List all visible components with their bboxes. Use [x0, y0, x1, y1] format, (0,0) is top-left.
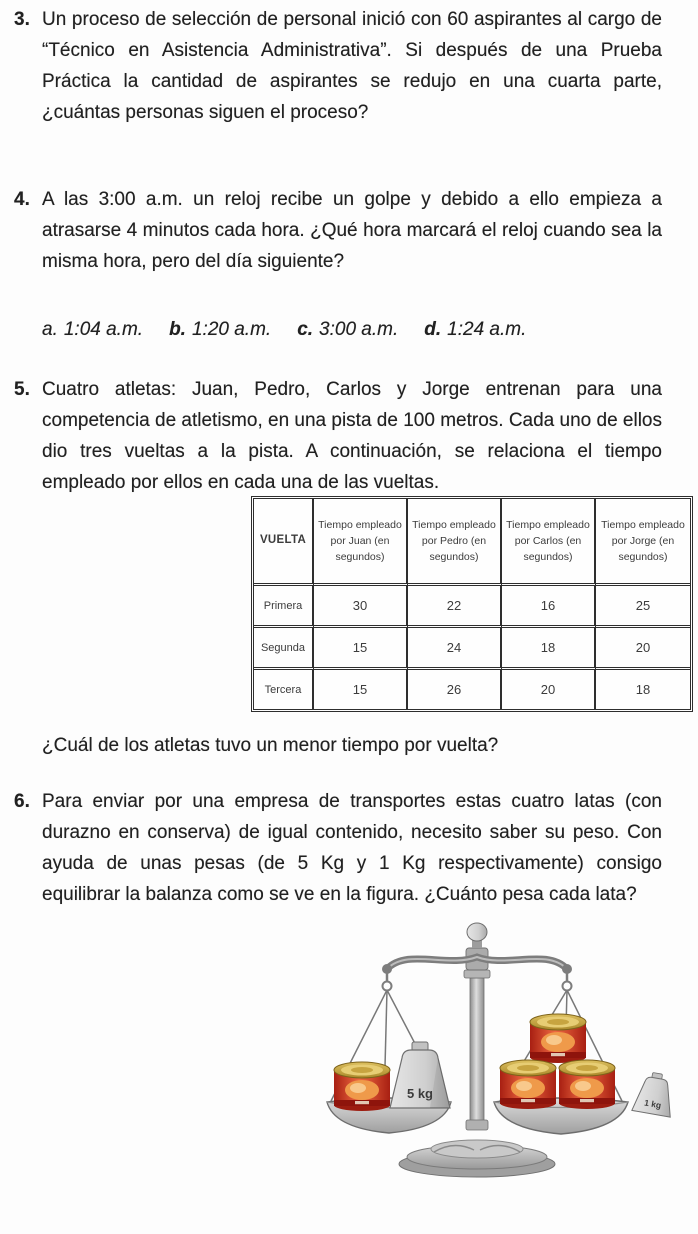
question-5: [14, 374, 662, 498]
option-d-value: 1:24 a.m.: [447, 319, 527, 340]
cell-tercera-carlos: 20: [502, 670, 596, 709]
option-a-label: a.: [42, 319, 58, 340]
five-kg-weight: [390, 1042, 450, 1108]
option-a: [42, 314, 143, 345]
lap-times-table: [251, 496, 693, 712]
header-vuelta: VUELTA: [254, 499, 314, 586]
header-jorge: Tiempo empleado por Jorge (en segundos): [596, 499, 690, 586]
cell-tercera-pedro: 26: [408, 670, 502, 709]
option-b-label: b.: [169, 319, 186, 340]
lap-times-table-wrap: [251, 496, 685, 712]
can-right-bottom-right: [559, 1060, 615, 1109]
can-right-top: [530, 1014, 586, 1063]
table-header-row: [254, 499, 690, 586]
table-row: [254, 586, 690, 628]
table-row: [254, 628, 690, 670]
cell-primera-carlos: 16: [502, 586, 596, 628]
question-6-number: 6.: [14, 791, 30, 812]
row-tercera-label: Tercera: [254, 670, 314, 709]
column-finial-ball: [467, 923, 487, 941]
question-5-text: Cuatro atletas: Juan, Pedro, Carlos y Jorge entrenan para una competencia de atletismo, en una pista de 100 metros. Cada uno de ellos dio tres vueltas a la pista. A continuación, se relaciona el tiempo empleado por ellos en cada una de las vueltas.: [42, 379, 662, 493]
option-c-value: 3:00 a.m.: [319, 319, 399, 340]
cell-segunda-carlos: 18: [502, 628, 596, 670]
question-5-prompt: ¿Cuál de los atletas tuvo un menor tiempo por vuelta?: [42, 735, 499, 756]
cell-primera-jorge: 25: [596, 586, 690, 628]
left-weight-label: 5 kg: [406, 1086, 434, 1101]
option-d: [424, 314, 526, 345]
question-3: [14, 4, 662, 128]
cell-segunda-pedro: 24: [408, 628, 502, 670]
scale-base: [399, 1140, 555, 1177]
cell-tercera-juan: 15: [314, 670, 408, 709]
cell-primera-pedro: 22: [408, 586, 502, 628]
option-c: [297, 314, 398, 345]
question-6-text: Para enviar por una empresa de transportes estas cuatro latas (con durazno en conserva) de igual contenido, necesito saber su peso. Con ayuda de unas pesas (de 5 Kg y 1 Kg respectivamente) consigo equilibrar la balanza como se ve en la figura. ¿Cuánto pesa cada lata?: [42, 791, 662, 905]
can-left-pan: [334, 1062, 390, 1111]
right-weight-label: 1 kg: [643, 1097, 663, 1111]
balance-scale-figure: [304, 912, 698, 1178]
question-3-number: 3.: [14, 9, 30, 30]
header-carlos: Tiempo empleado por Carlos (en segundos): [502, 499, 596, 586]
one-kg-weight: [632, 1070, 678, 1117]
balance-scale-illustration: [304, 912, 698, 1178]
cell-primera-juan: 30: [314, 586, 408, 628]
cell-segunda-juan: 15: [314, 628, 408, 670]
option-c-label: c.: [297, 319, 314, 340]
header-pedro: Tiempo empleado por Pedro (en segundos): [408, 499, 502, 586]
question-4-number: 4.: [14, 189, 30, 210]
option-a-value: 1:04 a.m.: [63, 319, 144, 340]
cell-tercera-jorge: 18: [635, 682, 651, 697]
option-d-label: d.: [424, 319, 442, 340]
question-4: [14, 184, 662, 277]
question-6: [14, 786, 662, 910]
table-row: [254, 670, 690, 709]
row-segunda-label: Segunda: [254, 628, 314, 670]
option-b: [169, 314, 271, 345]
row-primera-label: Primera: [254, 586, 314, 628]
option-b-value: 1:20 a.m.: [191, 319, 272, 340]
cell-segunda-jorge: 20: [596, 628, 690, 670]
question-3-text: Un proceso de selección de personal inició con 60 aspirantes al cargo de “Técnico en Asistencia Administrativa”. Si después de una Prueba Práctica la cantidad de aspirantes se redujo en una cuarta parte, ¿cuántas personas siguen el proceso?: [42, 9, 662, 123]
can-right-bottom-left: [500, 1060, 556, 1109]
question-4-text: A las 3:00 a.m. un reloj recibe un golpe y debido a ello empieza a atrasarse 4 minutos cada hora. ¿Qué hora marcará el reloj cuando sea la misma hora, pero del día siguiente?: [42, 189, 662, 272]
question-4-options: [14, 314, 662, 345]
header-juan: Tiempo empleado por Juan (en segundos): [314, 499, 408, 586]
question-5-number: 5.: [14, 379, 30, 400]
